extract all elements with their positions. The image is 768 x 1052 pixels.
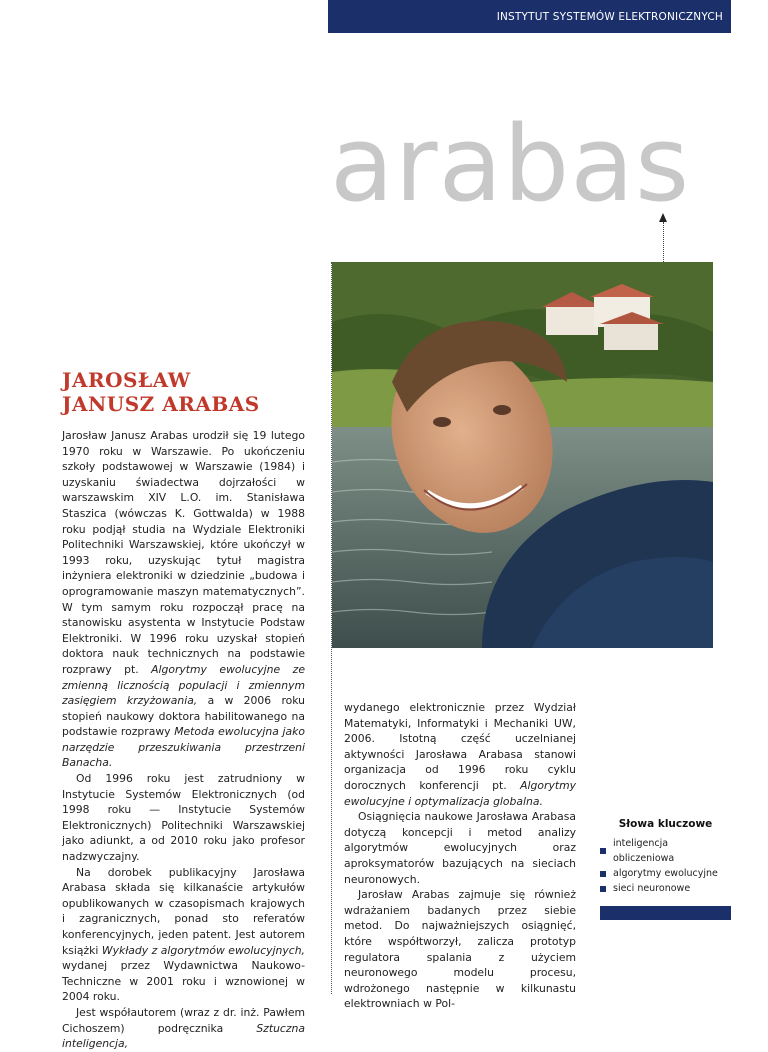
portrait-photo <box>332 262 713 648</box>
keywords-title: Słowa kluczowe <box>618 818 713 830</box>
bio-paragraph <box>62 428 305 771</box>
person-name <box>62 368 322 416</box>
bio-text: Jest współautorem (wraz z dr. inż. Pawłem Cichoszem) podręcznika <box>62 1005 305 1035</box>
bio-paragraph: Od 1996 roku jest zatrudniony w Instytucie Systemów Elektronicznych (od 1998 roku — Instytucie Systemów Elektronicznych) Politechniki Warszawskiej jako adiunkt, a od 2010 roku jako profesor nadzwyczajny. <box>62 772 305 864</box>
arrow-up-icon <box>659 213 667 222</box>
keyword-item <box>600 866 731 881</box>
bio-text: a w 2006 roku stopień naukowy doktora habilitowanego na podstawie rozprawy <box>62 694 306 739</box>
bio-paragraph: Jarosław Arabas zajmuje się również wdrażaniem badanych przez siebie metod. Do najważniejszych osiągnięć, które współtworzył, zalicza prototyp regulatora spalania z użyciem neuronowego modelu procesu, wdrożonego następnie w kilkunastu elektrowniach w Pol- <box>344 888 576 1011</box>
person-first-name: JAROSŁAW <box>62 368 191 392</box>
bio-paragraph <box>344 700 576 809</box>
keyword-label: algorytmy ewolucyjne <box>613 868 718 879</box>
header-bar <box>328 0 731 33</box>
bio-text: Jarosław Janusz Arabas urodził się 19 lutego 1970 roku w Warszawie. Po ukończeniu szkoły podstawowej w Warszawie (1984) i uzyskaniu świadectwa dojrzałości w warszawskim XIV L.O. im. Stanisława Staszica (wówczas K. Gottwalda) w 1988 roku podjął studia na Wydziale Elektroniki Politechniki Warszawskiej, które ukończył w 1993 roku, uzyskując tytuł magistra inżyniera elektroniki w dziedzinie „budowa i oprogramowanie maszyn matematycznych”. W tym samym roku rozpoczął pracę na stanowisku asystenta w Instytucie Podstaw Elektroniki. W 1996 roku uzyskał stopień doktora nauk technicznych na podstawie rozprawy pt. <box>62 429 305 676</box>
keyword-item <box>600 836 731 866</box>
book-title: Wykłady z algorytmów ewolucyjnych, <box>101 943 305 957</box>
institute-name: INSTYTUT SYSTEMÓW ELEKTRONICZNYCH <box>496 10 723 23</box>
surname-display: arabas <box>330 103 691 225</box>
bullet-square-icon <box>600 848 606 854</box>
bio-paragraph <box>62 865 305 1005</box>
keyword-label: sieci neuronowe <box>613 883 691 894</box>
bio-column-left <box>62 428 305 1052</box>
bio-column-right <box>344 700 576 1012</box>
bio-text: wydanej przez Wydawnictwa Naukowo-Techniczne w 2001 roku i wznowionej w 2004 roku. <box>62 959 305 1004</box>
bio-paragraph <box>62 1005 305 1052</box>
dotted-connector <box>663 222 664 262</box>
bio-text: wydanego elektronicznie przez Wydział Matematyki, Informatyki i Mechaniki UW, 2006. Istotną część uczelnianej aktywności Jarosława Arabasa stanowi organizacja od 1996 roku cyklu dorocznych konferencji pt. <box>344 701 576 792</box>
keywords-box <box>600 818 731 896</box>
footer-bar <box>600 906 731 920</box>
keyword-label: inteligencja obliczeniowa <box>613 838 675 864</box>
person-last-name: JANUSZ ARABAS <box>62 392 260 416</box>
bio-text: Na dorobek publikacyjny Jarosława Arabasa składa się kilkanaście artykułów opublikowanych w czasopismach krajowych i zagranicznych, ponad sto referatów konferencyjnych, jeden patent. Jest autorem książki <box>62 865 305 957</box>
thesis-title: Algorytmy ewolucyjne ze zmienną licznością populacji i zmiennym zasięgiem krzyżowania, <box>62 662 305 708</box>
bullet-square-icon <box>600 886 606 892</box>
conference-title: Algorytmy ewolucyjne i optymalizacja globalna. <box>344 778 576 808</box>
keyword-item <box>600 881 731 896</box>
habilitation-title: Metoda ewolucyjna jako narzędzie przeszukiwania przestrzeni Banacha. <box>62 725 306 770</box>
bio-paragraph: Osiągnięcia naukowe Jarosława Arabasa dotyczą koncepcji i metod analizy algorytmów ewolucyjnych oraz aproksymatorów bazujących na sieciach neuronowych. <box>344 810 576 886</box>
bullet-square-icon <box>600 871 606 877</box>
book-title: Sztuczna inteligencja, <box>62 1021 305 1051</box>
